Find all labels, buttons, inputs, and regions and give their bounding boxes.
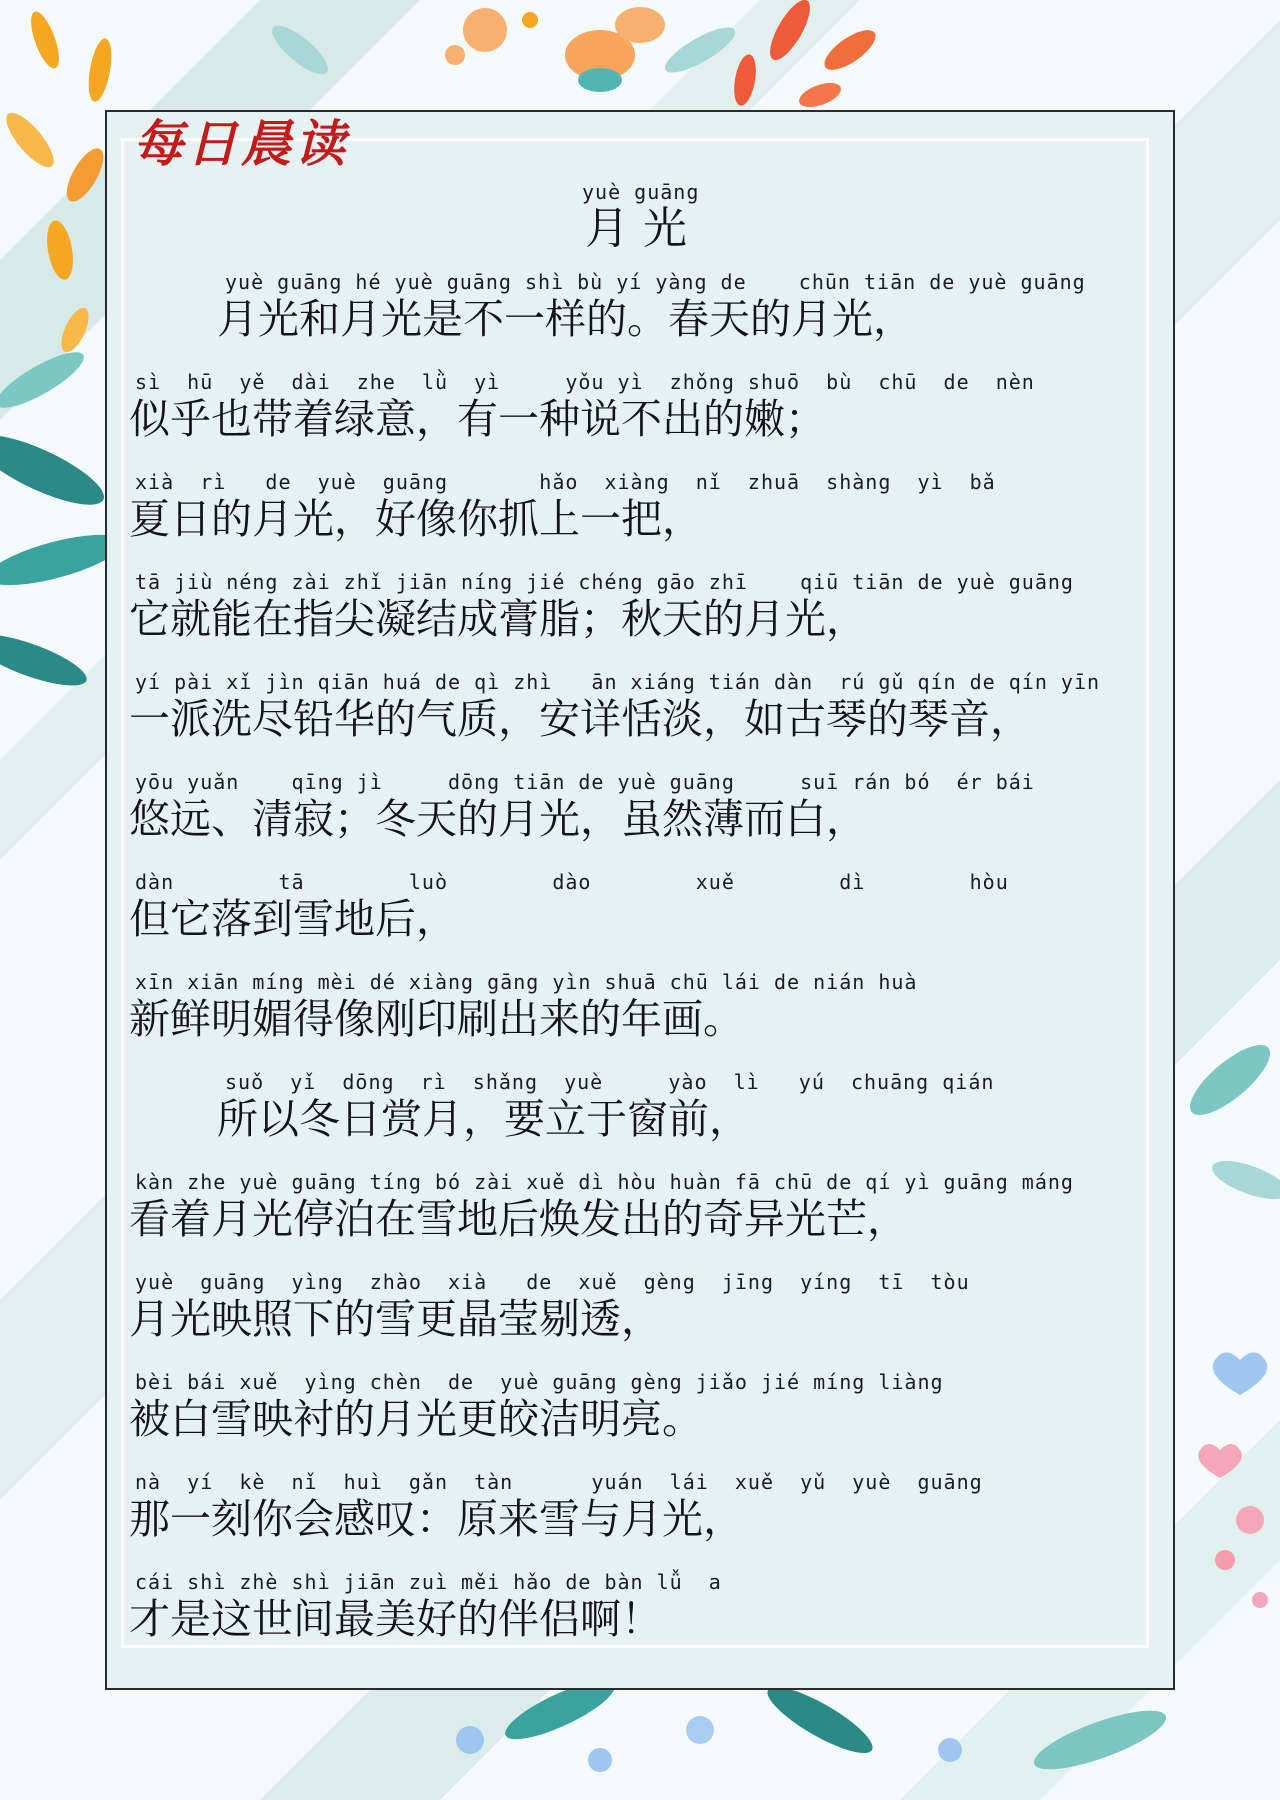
leaf [0, 624, 92, 695]
reading-card [105, 110, 1175, 1690]
line-pinyin: yōu yuǎn qīng jì dōng tiān de yuè guāng suī rán bó ér bái [135, 770, 1035, 794]
red-petal [796, 78, 844, 112]
poem-line [107, 1070, 1177, 1158]
poem-line [107, 970, 1177, 1058]
poem-line [107, 1170, 1177, 1258]
leaf [0, 422, 112, 517]
petal [0, 106, 61, 174]
orange-dot [522, 12, 538, 28]
orange-dot [463, 8, 507, 52]
line-text: 那一刻你会感叹：原来雪与月光， [129, 1495, 744, 1543]
line-pinyin: cái shì zhè shì jiān zuì měi hǎo de bàn lǚ a [135, 1570, 722, 1594]
line-text: 被白雪映衬的月光更皎洁明亮。 [129, 1395, 703, 1443]
line-pinyin: suǒ yǐ dōng rì shǎng yuè yào lì yú chuāng qián [225, 1070, 995, 1094]
line-text: 夏日的月光，好像你抓上一把， [129, 495, 703, 543]
poem-line [107, 470, 1177, 558]
poem-line [107, 1570, 1177, 1658]
line-text: 悠远、清寂；冬天的月光，虽然薄而白， [129, 795, 867, 843]
poem-title [107, 180, 1177, 268]
line-text: 似乎也带着绿意，有一种说不出的嫩； [129, 395, 826, 443]
poem-line [107, 670, 1177, 758]
line-text: 一派洗尽铅华的气质，安详恬淡，如古琴的琴音， [129, 695, 1031, 743]
title-text: 月 光 [585, 203, 687, 254]
poem-line [107, 1370, 1177, 1458]
line-text: 但它落到雪地后， [129, 895, 457, 943]
petal [85, 37, 116, 104]
line-pinyin: bèi bái xuě yìng chèn de yuè guāng gèng jiǎo jié míng liàng [135, 1370, 944, 1394]
poem-line [107, 270, 1177, 358]
banner-title: 每日晨读 [133, 114, 349, 173]
blue-flower [938, 1738, 962, 1762]
poem-line [107, 570, 1177, 658]
orange-dot [445, 45, 465, 65]
line-text: 它就能在指尖凝结成膏脂；秋天的月光， [129, 595, 867, 643]
line-pinyin: yuè guāng yìng zhào xià de xuě gèng jīng yíng tī tòu [135, 1270, 970, 1294]
poem-line [107, 1270, 1177, 1358]
line-pinyin: nà yí kè nǐ huì gǎn tàn yuán lái xuě yǔ yuè guāng [135, 1470, 983, 1494]
petal [25, 8, 64, 71]
pink-dot [1215, 1550, 1235, 1570]
poem-line [107, 870, 1177, 958]
heart [1213, 1353, 1267, 1396]
line-pinyin: tā jiù néng zài zhǐ jiān níng jié chéng gāo zhī qiū tiān de yuè guāng [135, 570, 1074, 594]
line-text: 月光映照下的雪更晶莹剔透， [129, 1295, 662, 1343]
leaf [1180, 1034, 1280, 1126]
line-text: 所以冬日赏月，要立于窗前， [217, 1095, 750, 1143]
line-pinyin: xià rì de yuè guāng hǎo xiàng nǐ zhuā shàng yì bǎ [135, 470, 996, 494]
poem-line [107, 370, 1177, 458]
line-pinyin: yí pài xǐ jìn qiān huá de qì zhì ān xiáng tián dàn rú gǔ qín de qín yīn [135, 670, 1101, 694]
blue-flower [686, 1716, 714, 1744]
poem-line [107, 1470, 1177, 1558]
leaf [578, 68, 622, 92]
leaf [1208, 1153, 1280, 1207]
line-pinyin: kàn zhe yuè guāng tíng bó zài xuě dì hòu huàn fā chū de qí yì guāng máng [135, 1170, 1074, 1194]
line-pinyin: dàn tā luò dào xuě dì hòu [135, 870, 1009, 894]
blue-flower [588, 1748, 612, 1772]
line-text: 看着月光停泊在雪地后焕发出的奇异光芒， [129, 1195, 908, 1243]
line-text: 才是这世间最美好的伴侣啊！ [129, 1595, 662, 1643]
line-text: 新鲜明媚得像刚印刷出来的年画。 [129, 995, 744, 1043]
line-pinyin: xīn xiān míng mèi dé xiàng gāng yìn shuā chū lái de nián huà [135, 970, 918, 994]
blue-flower [456, 1726, 484, 1754]
poem-line [107, 770, 1177, 858]
line-pinyin: sì hū yě dài zhe lǜ yì yǒu yì zhǒng shuō bù chū de nèn [135, 370, 1035, 394]
flower-petal [615, 7, 665, 43]
pink-dot [1236, 1506, 1264, 1534]
title-pinyin: yuè guāng [582, 180, 700, 204]
line-pinyin: yuè guāng hé yuè guāng shì bù yí yàng de chūn tiān de yuè guāng [225, 270, 1086, 294]
pink-dot [1252, 1592, 1268, 1608]
line-text: 月光和月光是不一样的。春天的月光， [217, 295, 914, 343]
